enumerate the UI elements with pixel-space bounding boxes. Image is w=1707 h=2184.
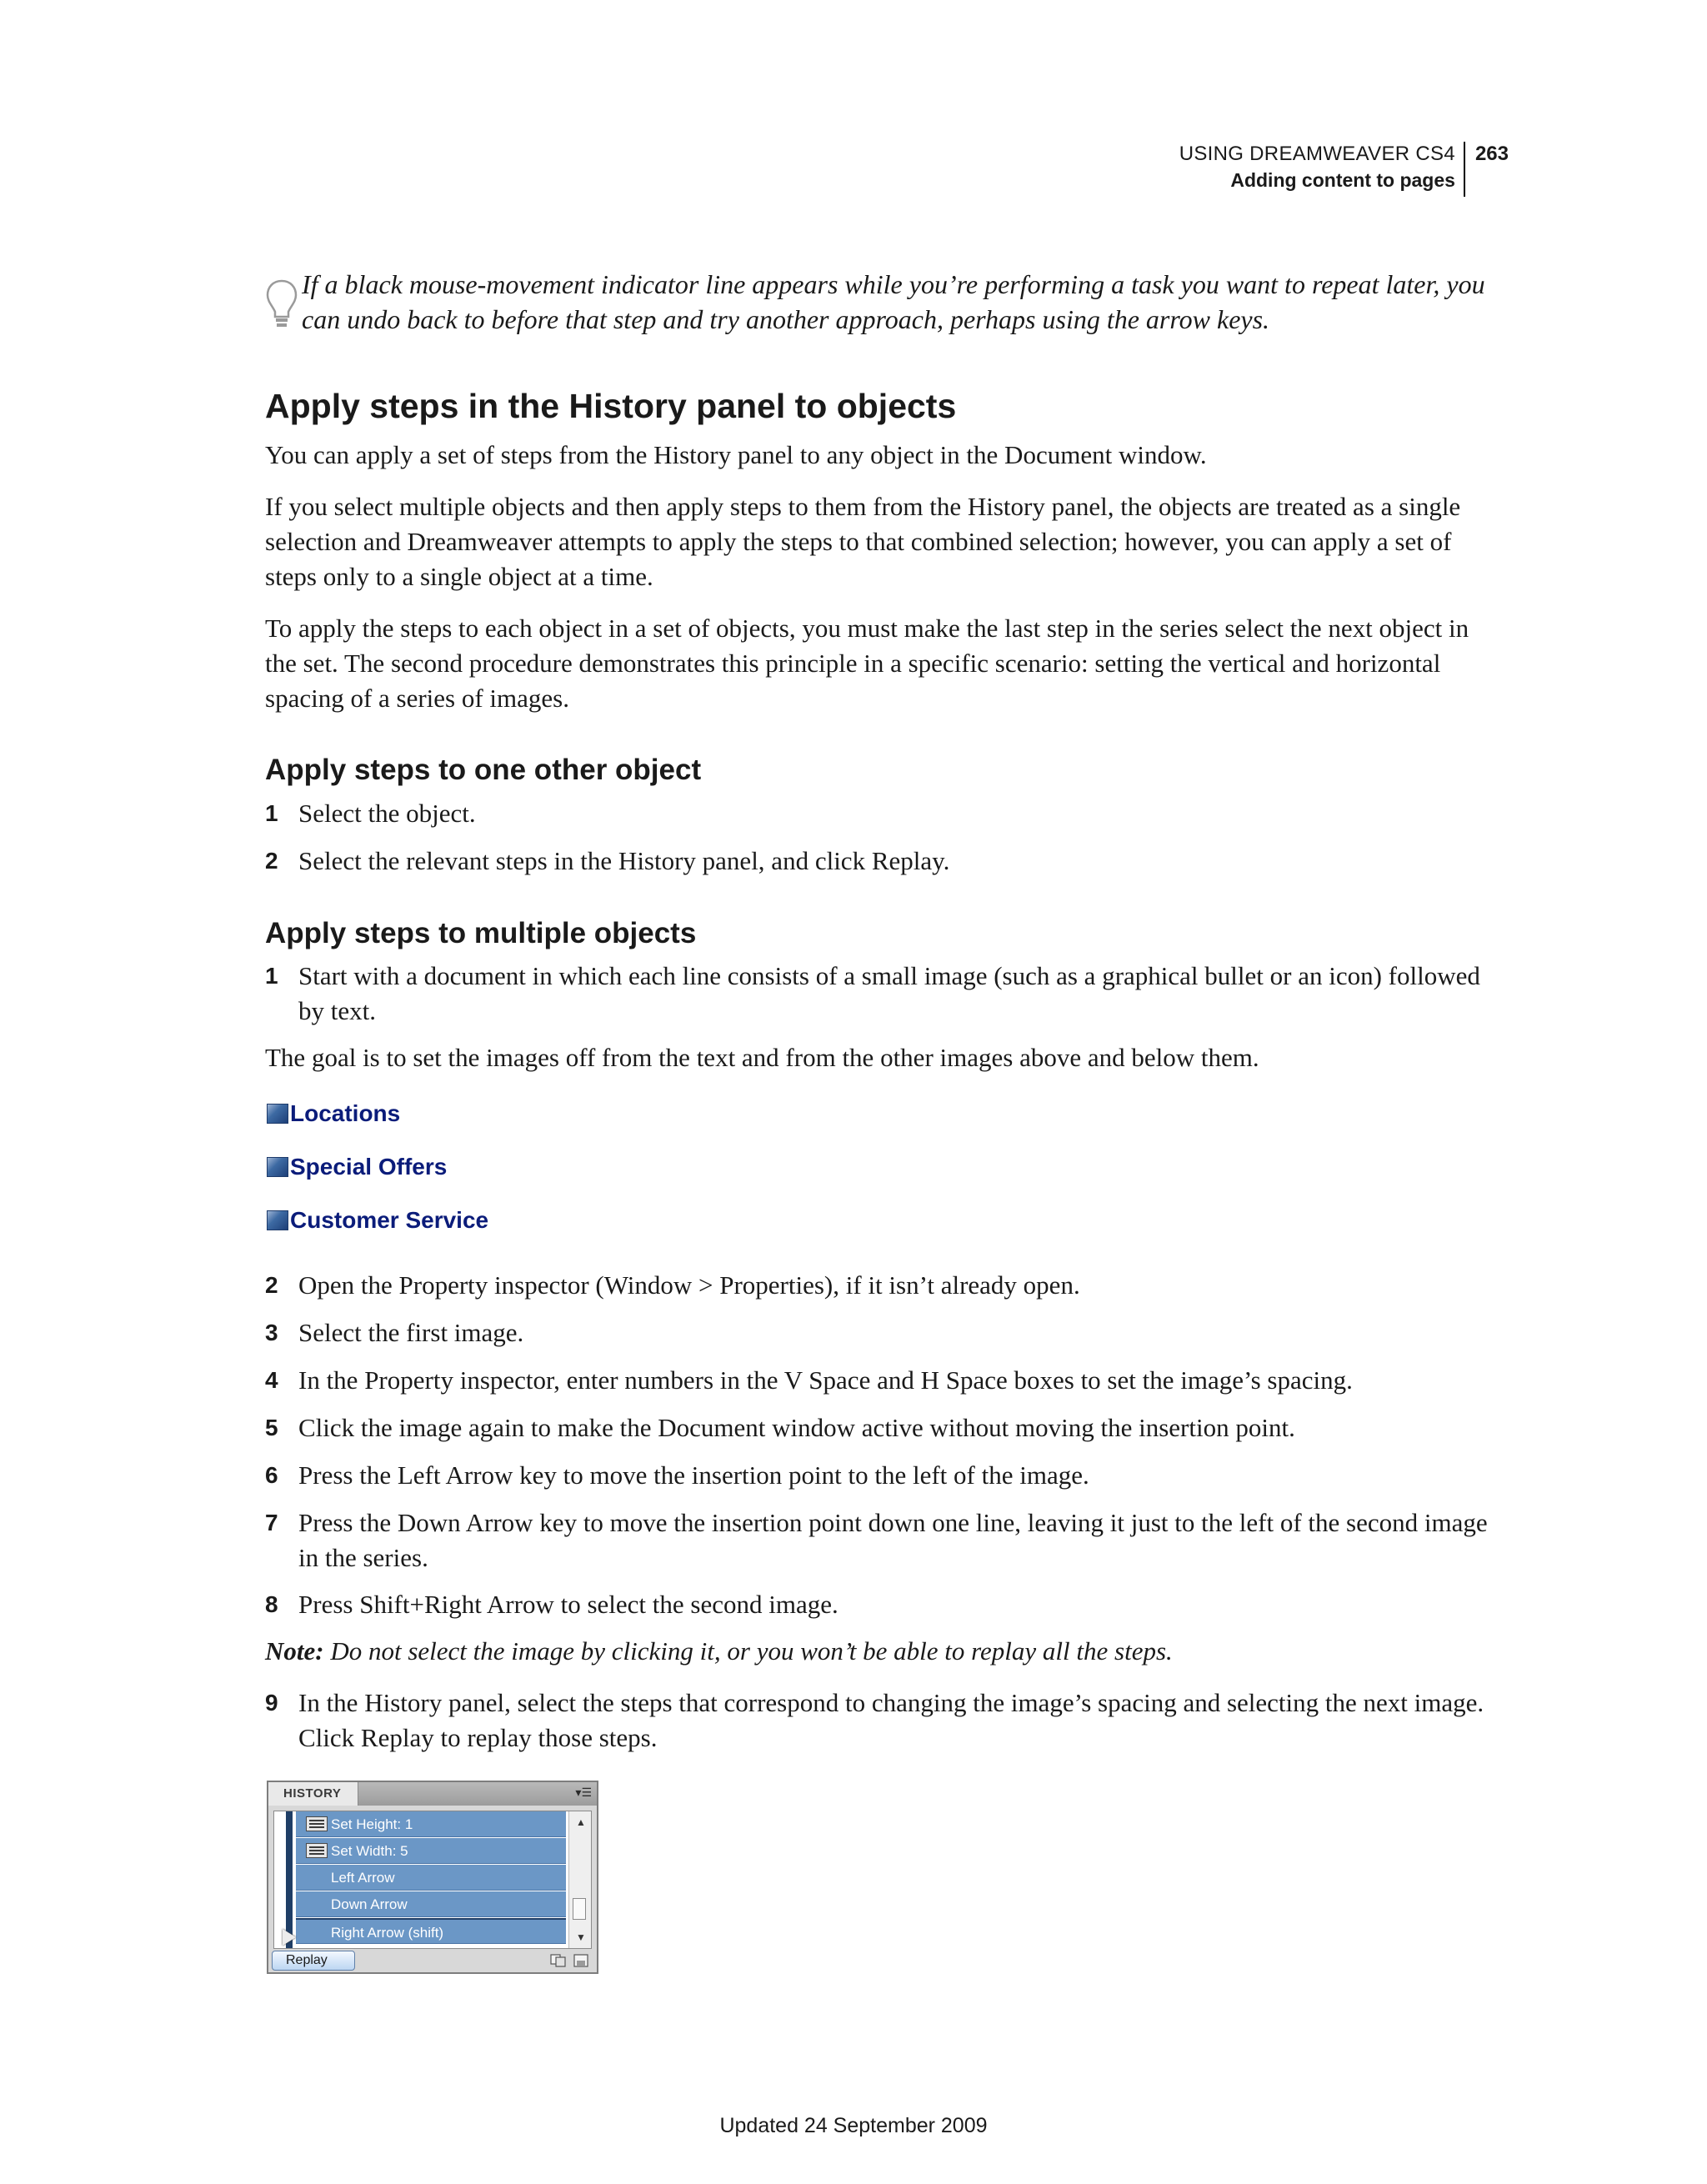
- scroll-down-icon[interactable]: ▼: [576, 1931, 586, 1943]
- book-title: USING DREAMWEAVER CS4: [1179, 143, 1455, 165]
- paragraph-text: If you select multiple objects and then apply steps to them from the History panel, the objects are treated as a single selection and Dreamweaver attempts to apply the steps to that combined selection; however, you can apply a set of steps only to a single object at a time.: [265, 492, 1461, 591]
- note-text: Do not select the image by clicking it, or you won’t be able to replay all the steps.: [330, 1636, 1173, 1666]
- section-heading: Apply steps in the History panel to objects: [265, 387, 957, 425]
- proc-multi-step: [265, 1458, 1499, 1493]
- paragraph-3: [265, 611, 1499, 716]
- note: [265, 1634, 1173, 1669]
- proc-multi-step: [265, 959, 1499, 1029]
- history-row-label: Down Arrow: [331, 1896, 408, 1912]
- proc-multi-heading-block: [265, 915, 1499, 952]
- step-text: Press the Down Arrow key to move the insertion point down one line, leaving it just to the left of the second image in the series.: [298, 1508, 1488, 1572]
- sample-link-label: Locations: [290, 1100, 401, 1126]
- proc-one-step: [265, 844, 1499, 879]
- paragraph-2: [265, 489, 1499, 594]
- save-as-command-icon[interactable]: [573, 1954, 588, 1967]
- history-row[interactable]: [296, 1918, 566, 1944]
- step-number: 8: [265, 1591, 278, 1617]
- sample-link: [267, 1100, 400, 1127]
- sample-link: [267, 1207, 488, 1234]
- bullet-image-icon: [267, 1104, 288, 1124]
- step-number: 5: [265, 1415, 278, 1440]
- sample-link-label: Customer Service: [290, 1207, 489, 1233]
- running-header: [1179, 142, 1509, 197]
- proc-multi-step: [265, 1268, 1499, 1303]
- history-row[interactable]: [296, 1865, 566, 1891]
- history-slider[interactable]: [286, 1811, 293, 1948]
- proc-multi-step: [265, 1587, 1499, 1622]
- tip-block: [265, 267, 1499, 337]
- step-text: Select the object.: [298, 799, 476, 828]
- sample-link-label: Special Offers: [290, 1154, 448, 1180]
- bullet-image-icon: [267, 1210, 288, 1230]
- step-number: 6: [265, 1462, 278, 1488]
- step-text: Click the image again to make the Document window active without moving the insertion point.: [298, 1413, 1295, 1442]
- step-text: Start with a document in which each line consists of a small image (such as a graphical bullet or an icon) followed by text.: [298, 961, 1480, 1025]
- history-row-label: Right Arrow (shift): [331, 1925, 444, 1941]
- history-row[interactable]: [296, 1811, 566, 1837]
- history-row-label: Set Width: 5: [331, 1843, 408, 1859]
- step-number: 2: [265, 1272, 278, 1298]
- step-text: Select the first image.: [298, 1318, 524, 1347]
- step-number: 3: [265, 1320, 278, 1345]
- history-row[interactable]: [296, 1838, 566, 1864]
- replay-button[interactable]: Replay: [272, 1951, 355, 1971]
- goal-paragraph: [265, 1040, 1499, 1075]
- step-number: 9: [265, 1690, 278, 1716]
- history-panel: [267, 1781, 598, 1974]
- proc-multi-step: [265, 1505, 1499, 1575]
- property-change-icon: [306, 1843, 328, 1858]
- proc-one-heading-block: [265, 752, 1499, 789]
- paragraph-text: To apply the steps to each object in a set of objects, you must make the last step in the series select the next object in the set. The second procedure demonstrates this principle in a specific scenario: setting the vertical and horizontal spacing of a series of images.: [265, 614, 1469, 713]
- history-tab-bar: [268, 1782, 597, 1806]
- history-row-label: Set Height: 1: [331, 1816, 413, 1832]
- step-text: Select the relevant steps in the History panel, and click Replay.: [298, 846, 950, 875]
- step-text: Open the Property inspector (Window > Properties), if it isn’t already open.: [298, 1270, 1080, 1300]
- header-titles: [1179, 142, 1465, 197]
- proc-multi-step: [265, 1410, 1499, 1445]
- step-number: 4: [265, 1367, 278, 1393]
- step-text: In the History panel, select the steps that correspond to changing the image’s spacing and selecting the next image. Click Replay to replay those steps.: [298, 1688, 1484, 1752]
- sample-link: [267, 1154, 447, 1180]
- bullet-image-icon: [267, 1157, 288, 1177]
- history-row[interactable]: [296, 1891, 566, 1917]
- history-tab[interactable]: HISTORY: [268, 1782, 358, 1806]
- step-number: 7: [265, 1510, 278, 1535]
- section-heading-block: [265, 385, 1499, 427]
- copy-steps-icon[interactable]: [550, 1954, 567, 1967]
- note-label: Note:: [265, 1636, 324, 1666]
- proc-multi-step: [265, 1686, 1499, 1756]
- history-pointer-icon[interactable]: [283, 1929, 296, 1946]
- goal-text: The goal is to set the images off from the text and from the other images above and below them.: [265, 1043, 1259, 1072]
- chapter-title: Adding content to pages: [1230, 169, 1455, 191]
- step-number: 2: [265, 848, 278, 874]
- paragraph-text: You can apply a set of steps from the History panel to any object in the Document window.: [265, 440, 1207, 469]
- page-number: 263: [1474, 143, 1509, 165]
- footer-updated-date: Updated 24 September 2009: [719, 2114, 988, 2137]
- proc-multi-heading: Apply steps to multiple objects: [265, 917, 697, 949]
- proc-one-step: [265, 796, 1499, 831]
- proc-one-heading: Apply steps to one other object: [265, 754, 702, 786]
- history-step-list[interactable]: [273, 1811, 592, 1949]
- property-change-icon: [306, 1816, 328, 1831]
- step-text: In the Property inspector, enter numbers in the V Space and H Space boxes to set the image’s spacing.: [298, 1365, 1353, 1395]
- tip-text: If a black mouse-movement indicator line appears while you’re performing a task you want to repeat later, you can undo back to before that step and try another approach, perhaps using the arrow keys.: [302, 269, 1485, 334]
- scroll-up-icon[interactable]: ▲: [576, 1816, 586, 1828]
- lightbulb-icon: [265, 278, 298, 330]
- step-text: Press Shift+Right Arrow to select the second image.: [298, 1590, 838, 1619]
- history-scrollbar[interactable]: [568, 1811, 591, 1948]
- panel-menu-icon[interactable]: ▾☰: [575, 1786, 592, 1799]
- proc-multi-step: [265, 1363, 1499, 1398]
- paragraph-1: [265, 438, 1499, 473]
- step-number: 1: [265, 963, 278, 989]
- scroll-thumb[interactable]: [573, 1898, 586, 1920]
- history-row-label: Left Arrow: [331, 1870, 395, 1886]
- step-number: 1: [265, 800, 278, 826]
- step-text: Press the Left Arrow key to move the insertion point to the left of the image.: [298, 1460, 1089, 1490]
- proc-multi-step: [265, 1315, 1499, 1350]
